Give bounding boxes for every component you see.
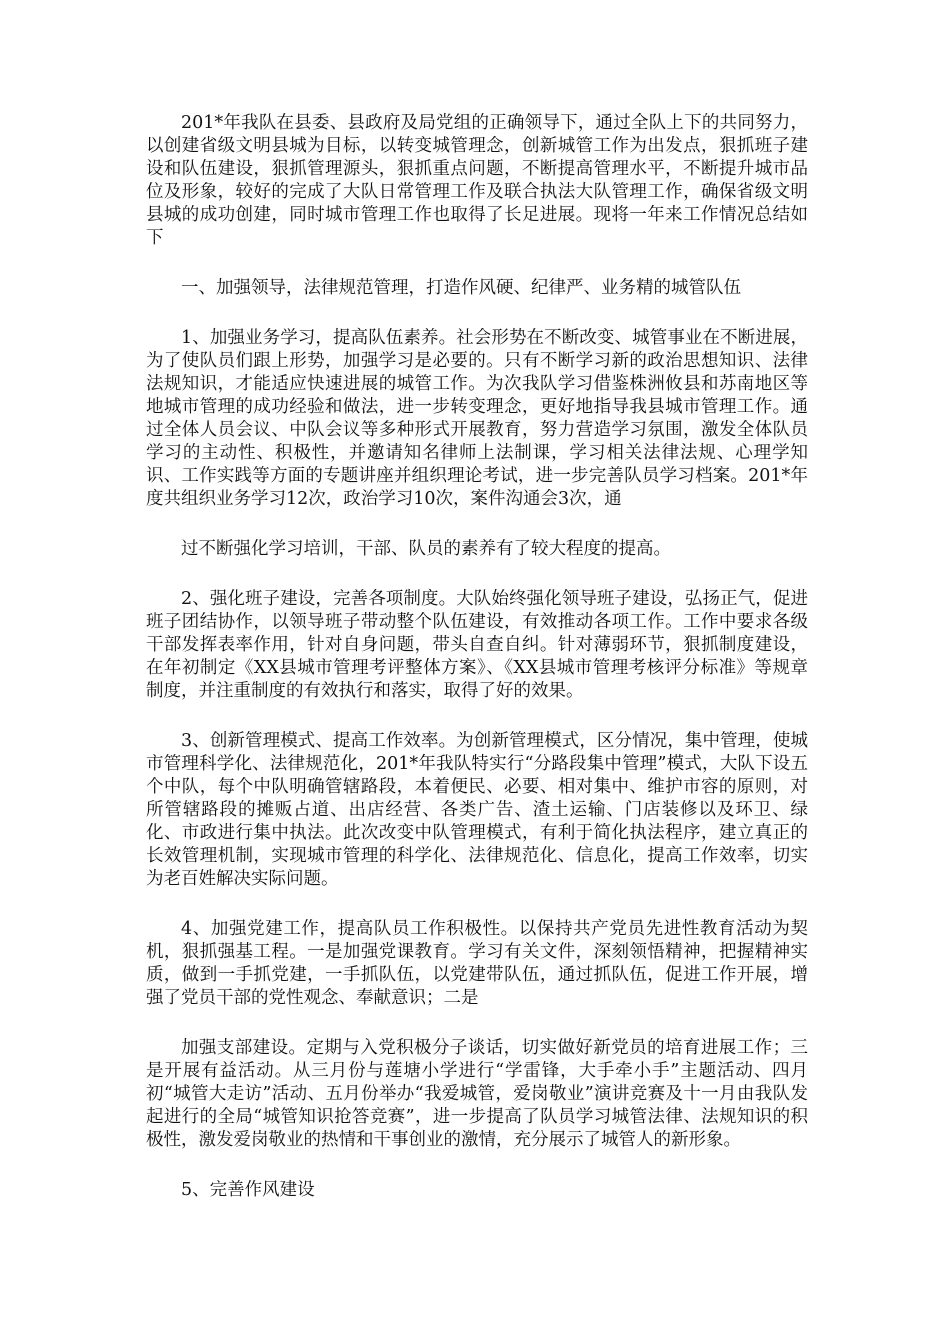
item-2-paragraph: 2、强化班子建设，完善各项制度。大队始终强化领导班子建设，弘扬正气，促进班子团结协作，以领导班子带动整个队伍建设，有效推动各项工作。工作中要求各级干部发挥表率作用，针对自身问题，带头自查自纠。针对薄弱环节，狠抓制度建设，在年初制定《XX县城市管理考评整体方案》、《XX县城市管理考核评分标准》等规章制度，并注重制度的有效执行和落实，取得了好的效果。 [146,589,808,701]
section-heading: 一、加强领导，法律规范管理，打造作风硬、纪律严、业务精的城管队伍 [181,278,741,298]
item-4-continuation: 加强支部建设。定期与入党积极分子谈话，切实做好新党员的培育进展工作；三是开展有益活动。从三月份与莲塘小学进行“学雷锋，大手牵小手”主题活动、四月初“城管大走访”活动、五月份举办“我爱城管，爱岗敬业”演讲竞赛及十一月由我队发起进行的全局“城管知识抢答竞赛”，进一步提高了队员学习城管法律、法规知识的积极性，激发爱岗敬业的热情和干事创业的激情，充分展示了城管人的新形象。 [146,1038,808,1150]
intro-paragraph: 201*年我队在县委、县政府及局党组的正确领导下，通过全队上下的共同努力，以创建省级文明县城为目标，以转变城管理念，创新城管工作为出发点，狠抓班子建设和队伍建设，狠抓管理源头，狠抓重点问题，不断提高管理水平，不断提升城市品位及形象，较好的完成了大队日常管理工作及联合执法大队管理工作，确保省级文明县城的成功创建，同时城市管理工作也取得了长足进展。现将一年来工作情况总结如下 [146,113,808,248]
item-1-continuation: 过不断强化学习培训，干部、队员的素养有了较大程度的提高。 [181,539,671,559]
item-3-paragraph: 3、创新管理模式、提高工作效率。为创新管理模式，区分情况，集中管理，使城市管理科学化、法律规范化，201*年我队特实行“分路段集中管理”模式，大队下设五个中队，每个中队明确管辖路段，本着便民、必要、相对集中、维护市容的原则，对所管辖路段的摊贩占道、出店经营、各类广告、渣土运输、门店装修以及环卫、绿化、市政进行集中执法。此次改变中队管理模式，有利于简化执法程序，建立真正的长效管理机制，实现城市管理的科学化、法律规范化、信息化，提高工作效率，切实为老百姓解决实际问题。 [146,731,808,889]
item-5-heading: 5、完善作风建设 [181,1180,315,1200]
document-body [146,112,808,1229]
item-4-paragraph: 4、加强党建工作，提高队员工作积极性。以保持共产党员先进性教育活动为契机，狠抓强基工程。一是加强党课教育。学习有关文件，深刻领悟精神，把握精神实质，做到一手抓党建，一手抓队伍，以党建带队伍，通过抓队伍，促进工作开展，增强了党员干部的党性观念、奉献意识；二是 [146,919,808,1008]
item-1-paragraph: 1、加强业务学习，提高队伍素养。社会形势在不断改变、城管事业在不断进展，为了使队员们跟上形势，加强学习是必要的。只有不断学习新的政治思想知识、法律法规知识，才能适应快速进展的城管工作。为次我队学习借鉴株洲攸县和苏南地区等地城市管理的成功经验和做法，进一步转变理念，更好地指导我县城市管理工作。通过全体人员会议、中队会议等多种形式开展教育，努力营造学习氛围，激发全体队员学习的主动性、积极性，并邀请知名律师上法制课，学习相关法律法规、心理学知识、工作实践等方面的专题讲座并组织理论考试，进一步完善队员学习档案。201*年度共组织业务学习12次，政治学习10次，案件沟通会3次，通 [146,328,808,509]
